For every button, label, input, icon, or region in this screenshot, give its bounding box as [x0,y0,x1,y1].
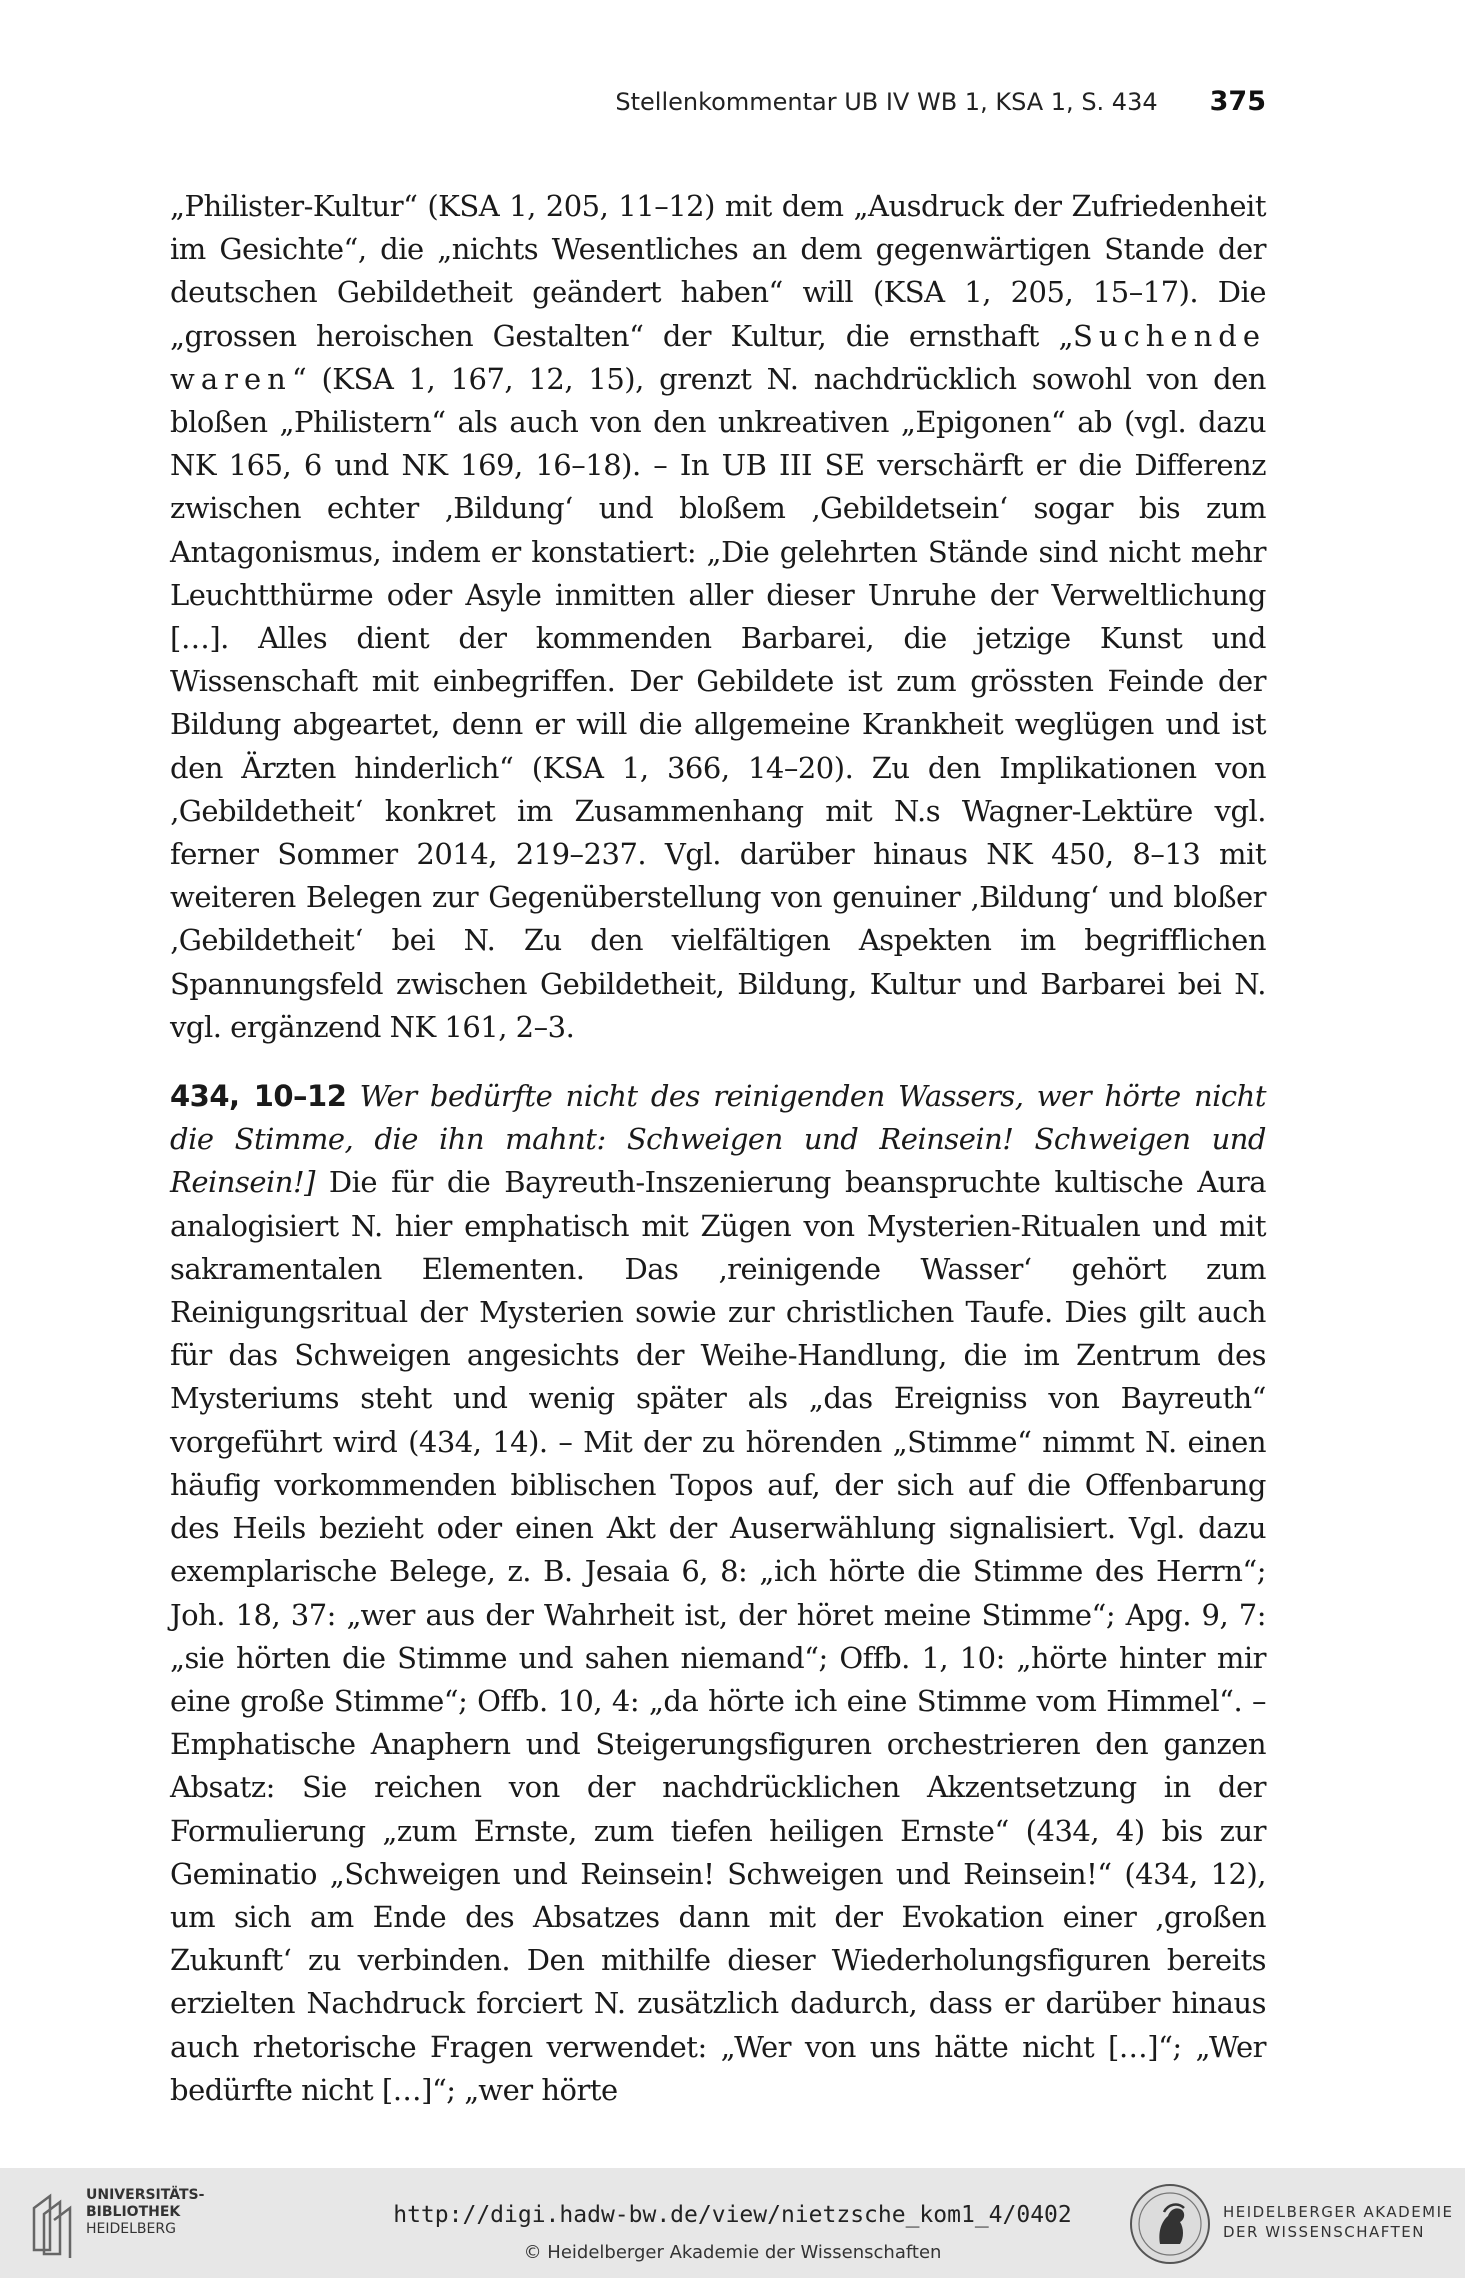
line-reference: 434, 10–12 [170,1079,347,1114]
paragraph-bildung [170,185,1266,1049]
spaced-quote: Suchende waren [170,318,1266,396]
commentary-entry [170,1075,1266,2112]
ub-line: BIBLIOTHEK [86,2204,181,2220]
copyright-notice: © Heidelberger Akademie der Wissenschaften [523,2242,942,2263]
commentary-text: Die für die Bayreuth-Inszenierung beanspruchte kultische Aura analogisiert N. hier emphatisch mit Zügen von Mysterien-Ritualen und mit sakramentalen Elementen. Das ‚reinigende Wasser‘ gehört zum Reinigungsritual der Mysterien sowie zur christlichen Taufe. Dies gilt auch für das Schweigen angesichts der Weihe-Handlung, die im Zentrum des Mysteriums steht und wenig später als „das Ereigniss von Bayreuth“ vorgeführt wird (434, 14). – Mit der zu hörenden „Stimme“ nimmt N. einen häufig vorkommenden biblischen Topos auf, der sich auf die Offenbarung des Heils bezieht oder einen Akt der Auserwählung signalisiert. Vgl. dazu exemplarische Belege, z. B. Jesaia 6, 8: „ich hörte die Stimme des Herrn“; Joh. 18, 37: „wer aus der Wahrheit ist, der höret meine Stimme“; Apg. 9, 7: „sie hörten die Stimme und sahen niemand“; Offb. 1, 10: „hörte hinter mir eine große Stimme“; Offb. 10, 4: „da hörte ich eine Stimme vom Himmel“. – Emphatische Anaphern und Steigerungsfiguren orchestrieren den ganzen Absatz: Sie reichen von der nachdrücklichen Akzentsetzung in der Formulierung „zum Ernste, zum tiefen heiligen Ernste“ (434, 4) bis zur Geminatio „Schweigen und Reinsein! Schweigen und Reinsein!“ (434, 12), um sich am Ende des Absatzes dann mit der Evokation einer ‚großen Zukunft‘ zu verbinden. Den mithilfe dieser Wiederholungsfiguren bereits erzielten Nachdruck forciert N. zusätzlich dadurch, dass er darüber hinaus auch rhetorische Fragen verwendet: „Wer von uns hätte nicht […]“; „Wer bedürfte nicht […]“; „wer hörte [170,1165,1267,2107]
hadw-line: HEIDELBERGER AKADEMIE [1223,2203,1454,2221]
ub-line: UNIVERSITÄTS- [86,2187,205,2203]
hadw-line: DER WISSENSCHAFTEN [1223,2223,1425,2241]
footer-bar [0,2168,1465,2278]
page-number: 375 [1209,86,1266,117]
paragraph-text: „Philister-Kultur“ (KSA 1, 205, 11–12) mit dem „Ausdruck der Zufriedenheit im Gesichte“, die „nichts Wesentliches an dem gegenwärtigen Stande der deutschen Gebildetheit geändert haben“ will (KSA 1, 205, 15–17). Die „grossen heroischen Gestalten“ der Kultur, die ernsthaft „ [170,189,1266,353]
lemma-quote: Wer bedürfte nicht des reinigenden Wassers, wer hörte nicht die Stimme, die ihn mahnt: Schweigen und Reinsein! Schweigen und Reinsein!] [170,1079,1266,1200]
page-header [170,86,1266,132]
academy-seal-icon [1128,2182,1212,2266]
permalink-url[interactable]: http://digi.hadw-bw.de/view/nietzsche_kom1_4/0402 [393,2202,1072,2228]
running-head: Stellenkommentar UB IV WB 1, KSA 1, S. 434 [615,88,1158,116]
ub-line: HEIDELBERG [86,2221,176,2237]
academy-logo-text [1223,2202,1454,2242]
paragraph-text: “ (KSA 1, 167, 12, 15), grenzt N. nachdrücklich sowohl von den bloßen „Philistern“ als auch von den unkreativen „Epigonen“ ab (vgl. dazu NK 165, 6 und NK 169, 16–18). – In UB III SE verschärft er die Differenz zwischen echter ‚Bildung‘ und bloßem ‚Gebildetsein‘ sogar bis zum Antagonismus, indem er konstatiert: „Die gelehrten Stände sind nicht mehr Leuchtthürme oder Asyle inmitten aller dieser Unruhe der Verweltlichung […]. Alles dient der kommenden Barbarei, die jetzige Kunst und Wissenschaft mit einbegriffen. Der Gebildete ist zum grössten Feinde der Bildung abgeartet, denn er will die allgemeine Krankheit weglügen und ist den Ärzten hinderlich“ (KSA 1, 366, 14–20). Zu den Implikationen von ‚Gebildetheit‘ konkret im Zusammenhang mit N.s Wagner-Lektüre vgl. ferner Sommer 2014, 219–237. Vgl. darüber hinaus NK 450, 8–13 mit weiteren Belegen zur Gegenüberstellung von genuiner ‚Bildung‘ und bloßer ‚Gebildetheit‘ bei N. Zu den vielfältigen Aspekten im begrifflichen Spannungsfeld zwischen Gebildetheit, Bildung, Kultur und Barbarei bei N. vgl. ergänzend NK 161, 2–3. [170,361,1266,1044]
commentary-body [170,185,1266,2112]
